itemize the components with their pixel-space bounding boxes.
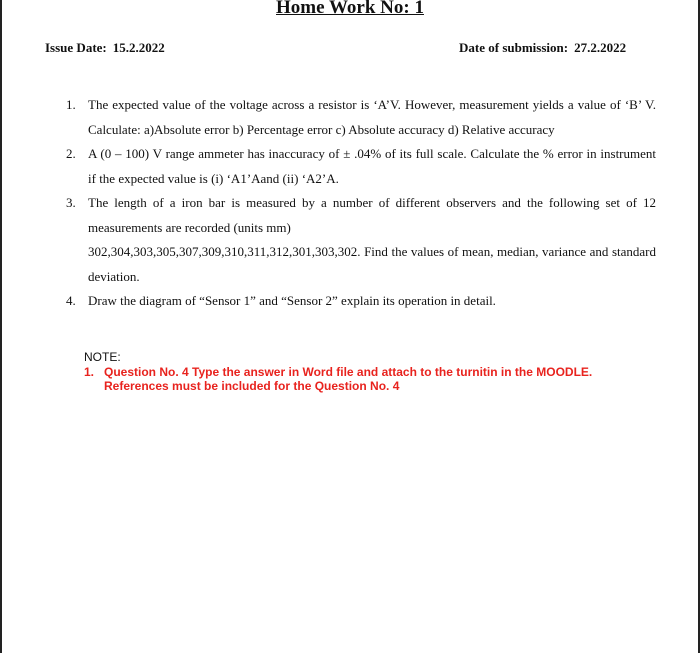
issue-date [45, 40, 165, 56]
note-item [84, 365, 664, 393]
question-text-continued: 302,304,303,305,307,309,310,311,312,301,303,302. Find the values of mean, median, variance and standard deviation. [88, 244, 656, 284]
submission-date-label: Date of submission: [459, 40, 569, 55]
note-item-line: References must be included for the Question No. 4 [104, 379, 400, 393]
question-item [66, 93, 656, 142]
question-number: 2. [66, 146, 76, 161]
question-item [66, 191, 656, 289]
page-left-edge [0, 0, 2, 653]
issue-date-label: Issue Date: [45, 40, 107, 55]
note-label: NOTE: [84, 350, 121, 364]
question-number: 3. [66, 195, 76, 210]
question-text: Draw the diagram of “Sensor 1” and “Sensor 2” explain its operation in detail. [88, 293, 496, 308]
submission-date-value: 27.2.2022 [574, 40, 627, 55]
note-item-line: Question No. 4 Type the answer in Word file and attach to the turnitin in the MOODLE. [104, 365, 593, 379]
question-list [66, 93, 656, 314]
question-number: 1. [66, 97, 76, 112]
note-section [84, 350, 664, 393]
submission-date [459, 40, 626, 56]
note-item-number: 1. [84, 365, 95, 379]
question-number: 4. [66, 293, 76, 308]
question-item [66, 289, 656, 314]
issue-date-value: 15.2.2022 [112, 40, 165, 55]
question-text: A (0 – 100) V range ammeter has inaccuracy of ± .04% of its full scale. Calculate the % error in instrument if the expected value is (i) ‘A1’Aand (ii) ‘A2’A. [88, 146, 656, 186]
question-text: The expected value of the voltage across a resistor is ‘A’V. However, measurement yields a value of ‘B’ V. Calculate: a)Absolute error b) Percentage error c) Absolute accuracy d) Relative accuracy [88, 97, 656, 137]
page-title: Home Work No: 1 [276, 0, 424, 18]
question-text: The length of a iron bar is measured by a number of different observers and the following set of 12 measurements are recorded (units mm) [88, 195, 656, 235]
question-item [66, 142, 656, 191]
